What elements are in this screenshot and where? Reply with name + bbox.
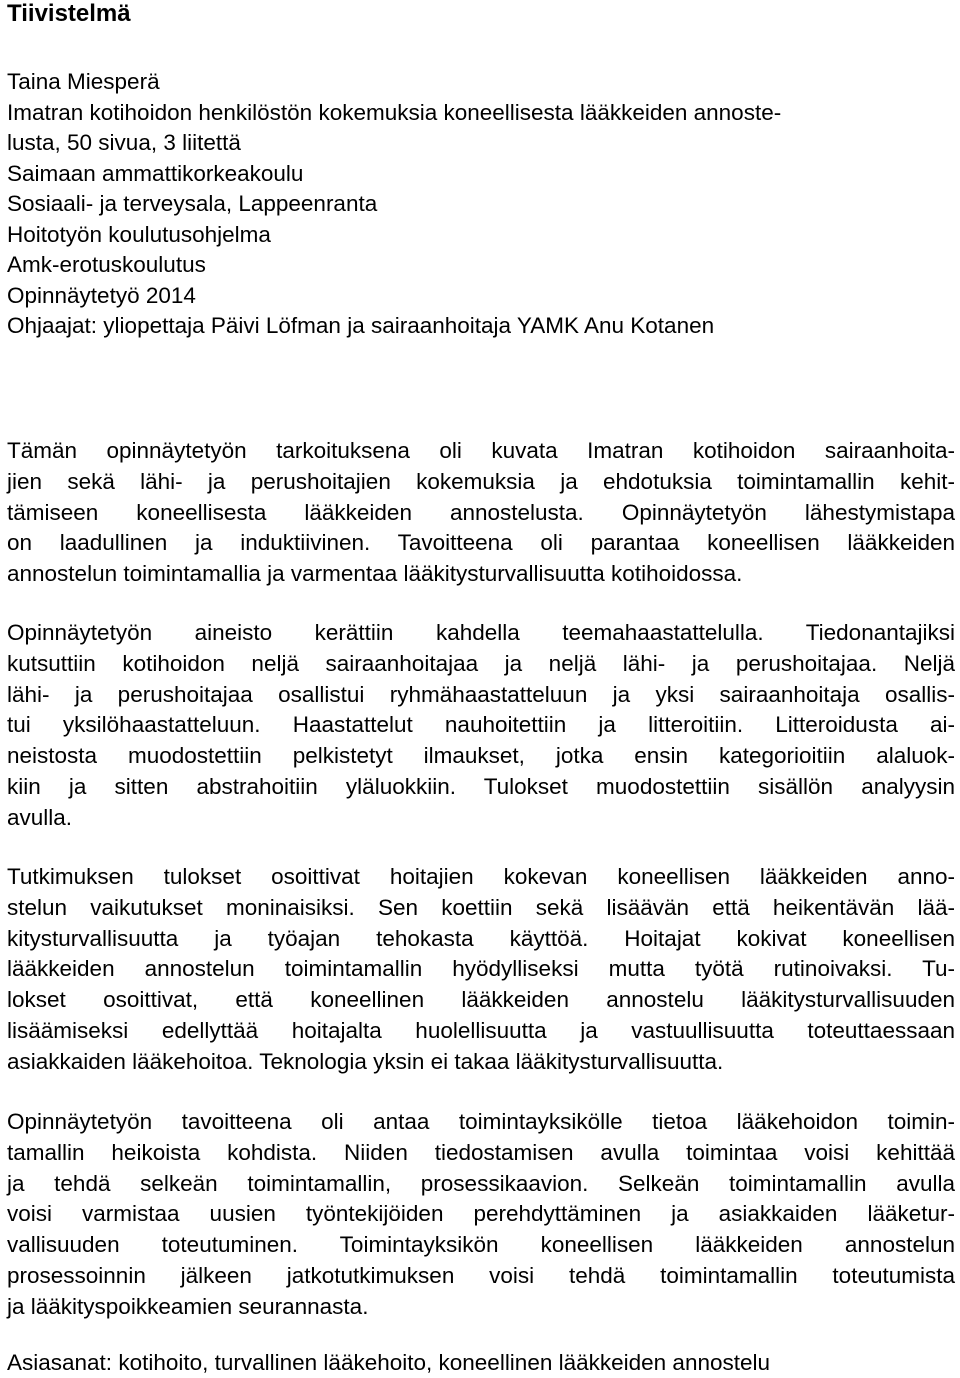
text-line: on laadullinen ja induktiivinen. Tavoitteena oli parantaa koneellisen lääkkeiden bbox=[7, 530, 955, 556]
text-line: tämiseen koneellisesta lääkkeiden annostelusta. Opinnäytetyön lähestymistapa bbox=[7, 499, 955, 525]
text-line: kutsuttiin kotihoidon neljä sairaanhoitajaa ja neljä lähi- ja perushoitajaa. Neljä bbox=[7, 650, 955, 676]
thesis-title-line-1: Imatran kotihoidon henkilöstön kokemuksia koneellisesta lääkkeiden annoste- bbox=[7, 99, 782, 125]
text-line: annostelun toimintamallia ja varmentaa lääkitysturvallisuutta kotihoidossa. bbox=[7, 561, 743, 587]
thesis-metadata bbox=[7, 67, 781, 342]
text-line: stelun vaikutukset moninaisiksi. Sen koettiin sekä lisäävän että heikentävän lää- bbox=[7, 894, 955, 920]
abstract-paragraph-aims bbox=[7, 1107, 955, 1323]
text-line: asiakkaiden lääkehoitoa. Teknologia yksin ei takaa lääkitysturvallisuutta. bbox=[7, 1048, 724, 1074]
thesis-title-line-2: lusta, 50 sivua, 3 liitettä bbox=[7, 130, 241, 155]
text-line: kiin ja sitten abstrahoitiin yläluokkiin. Tulokset muodostettiin sisällön analyysin bbox=[7, 773, 955, 799]
author-name: Taina Miesperä bbox=[7, 69, 160, 94]
text-line: jien sekä lähi- ja perushoitajien kokemuksia ja ehdotuksia toimintamallin kehit- bbox=[7, 468, 955, 494]
abstract-paragraph-purpose bbox=[7, 436, 955, 590]
text-line: lisäämiseksi edellyttää hoitajalta huolellisuutta ja vastuullisuutta toteuttaessaan bbox=[7, 1017, 955, 1043]
text-line: ja lääkityspoikkeamien seurannasta. bbox=[7, 1293, 369, 1319]
text-line: tamallin heikoista kohdista. Niiden tiedostamisen avulla toimintaa voisi kehittää bbox=[7, 1139, 955, 1165]
institution: Saimaan ammattikorkeakoulu bbox=[7, 160, 304, 186]
text-line: Tämän opinnäytetyön tarkoituksena oli kuvata Imatran kotihoidon sairaanhoita- bbox=[7, 438, 955, 463]
abstract-paragraph-methods bbox=[7, 618, 955, 834]
text-line: Opinnäytetyön tavoitteena oli antaa toimintayksikölle tietoa lääkehoidon toimin- bbox=[7, 1109, 955, 1134]
degree-programme: Hoitotyön koulutusohjelma bbox=[7, 221, 271, 247]
thesis-year: Opinnäytetyö 2014 bbox=[7, 282, 196, 308]
text-line: kitysturvallisuutta ja työajan tehokasta käyttöä. Hoitajat kokivat koneellisen bbox=[7, 925, 955, 951]
text-line: lähi- ja perushoitajaa osallistui ryhmähaastatteluun ja yksi sairaanhoitaja osallis- bbox=[7, 681, 955, 707]
text-line: Opinnäytetyön aineisto kerättiin kahdella teemahaastattelulla. Tiedonantajiksi bbox=[7, 620, 955, 645]
text-line: vallisuuden toteutuminen. Toimintayksikön koneellisen lääkkeiden annostelun bbox=[7, 1232, 955, 1258]
text-line: neistosta muodostettiin pelkistetyt ilmaukset, jotka ensin kategorioitiin alaluok- bbox=[7, 743, 955, 769]
text-line: tui yksilöhaastatteluun. Haastattelut nauhoitettiin ja litteroitiin. Litteroidusta ai- bbox=[7, 712, 955, 738]
page-title: Tiivistelmä bbox=[7, 0, 131, 27]
keywords: Asiasanat: kotihoito, turvallinen lääkehoito, koneellinen lääkkeiden annostelu bbox=[7, 1350, 771, 1375]
faculty-location: Sosiaali- ja terveysala, Lappeenranta bbox=[7, 191, 378, 216]
text-line: prosessoinnin jälkeen jatkotutkimuksen voisi tehdä toimintamallin toteutumista bbox=[7, 1262, 955, 1288]
text-line: ja tehdä selkeän toimintamallin, prosessikaavion. Selkeän toimintamallin avulla bbox=[7, 1170, 955, 1196]
text-line: avulla. bbox=[7, 804, 73, 830]
specialisation: Amk-erotuskoulutus bbox=[7, 252, 206, 277]
supervisors: Ohjaajat: yliopettaja Päivi Löfman ja sairaanhoitaja YAMK Anu Kotanen bbox=[7, 313, 715, 338]
text-line: lääkkeiden annostelun toimintamallin hyödylliseksi mutta työtä rutinoivaksi. Tu- bbox=[7, 956, 955, 982]
text-line: Tutkimuksen tulokset osoittivat hoitajien kokevan koneellisen lääkkeiden anno- bbox=[7, 864, 955, 889]
abstract-paragraph-results bbox=[7, 862, 955, 1078]
text-line: voisi varmistaa uusien työntekijöiden perehdyttäminen ja asiakkaiden lääketur- bbox=[7, 1201, 955, 1227]
text-line: lokset osoittivat, että koneellinen lääkkeiden annostelu lääkitysturvallisuuden bbox=[7, 987, 955, 1013]
